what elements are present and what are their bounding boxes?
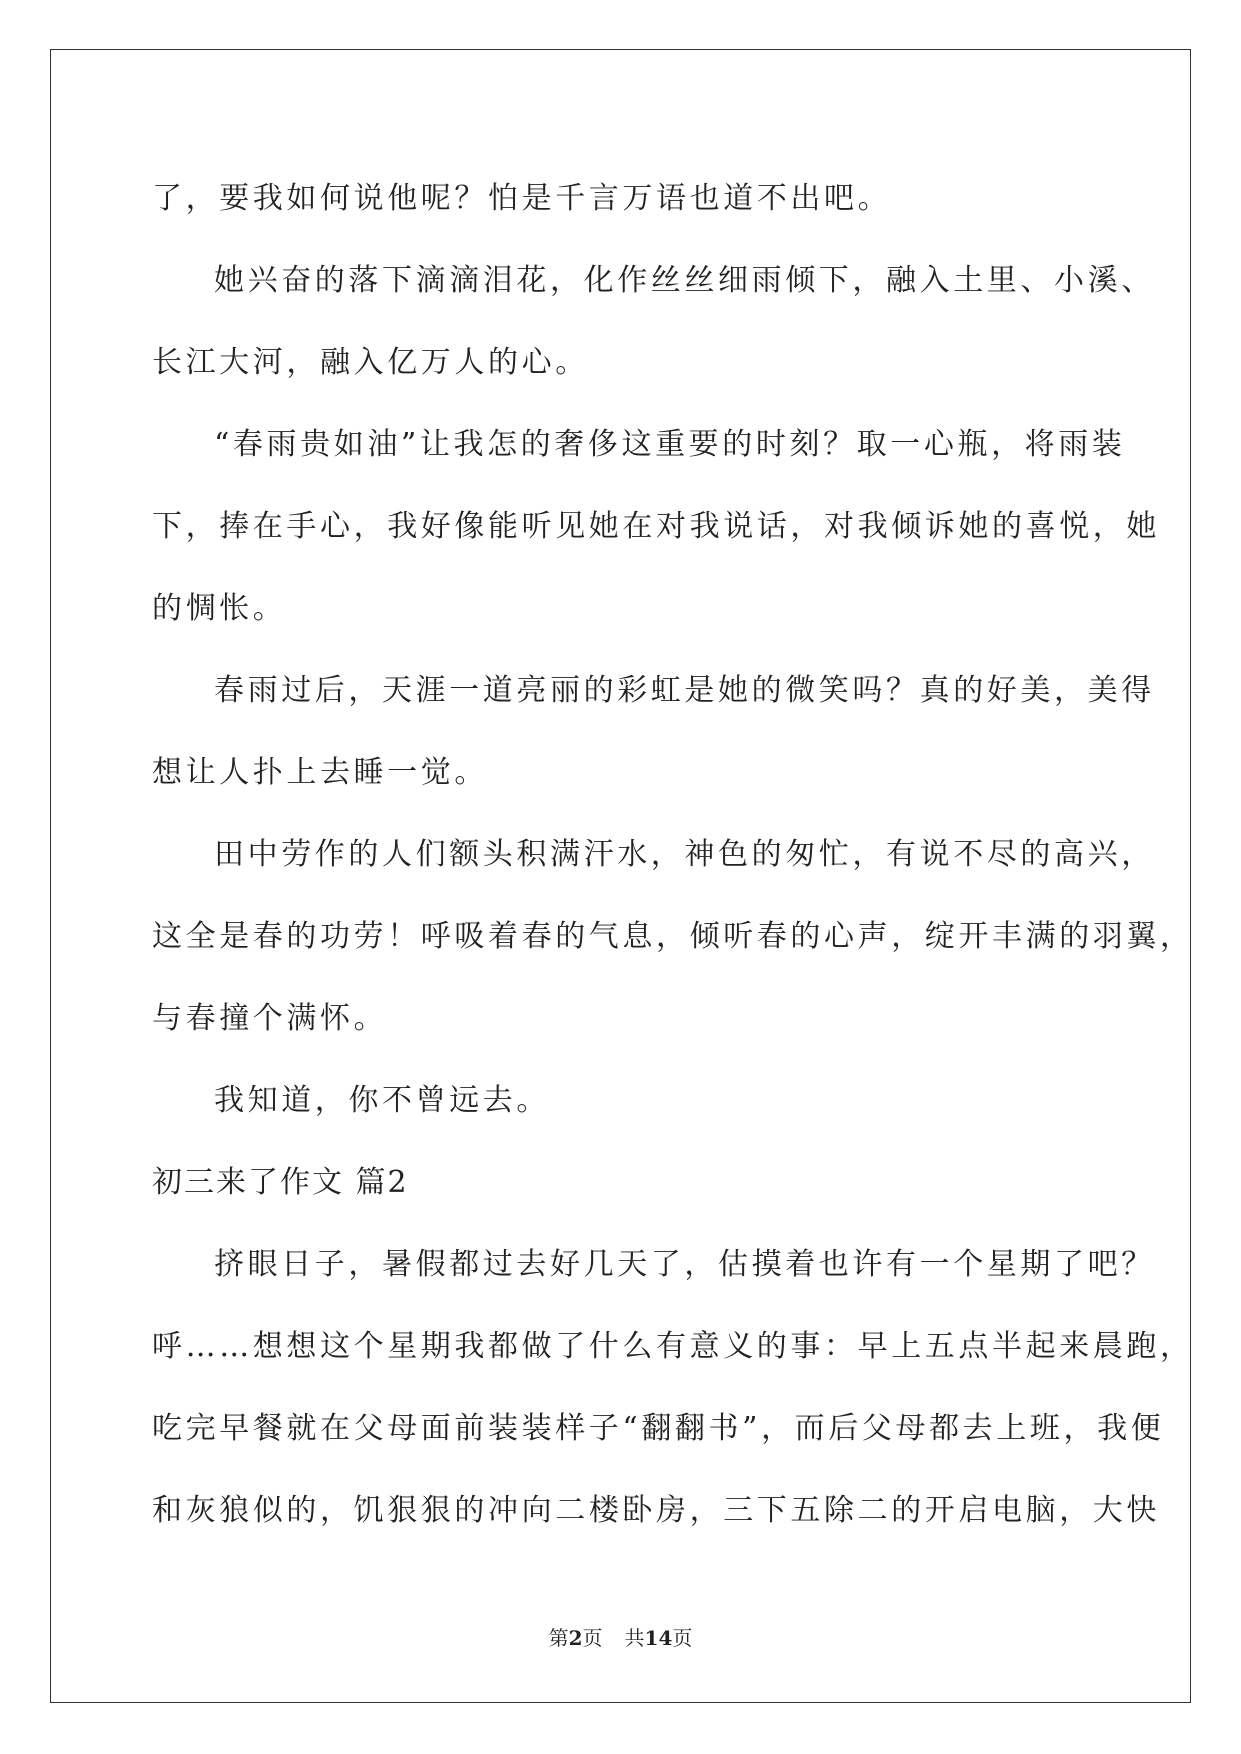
total-label-suffix: 页 — [672, 1626, 693, 1650]
page-footer — [0, 1622, 1241, 1651]
paragraph-line: 和灰狼似的，饥狠狠的冲向二楼卧房，三下五除二的开启电脑，大快 — [152, 1493, 1160, 1528]
paragraph-line: “春雨贵如油”让我怎的奢侈这重要的时刻？取一心瓶，将雨装 — [214, 427, 1126, 462]
paragraph-line: 长江大河，融入亿万人的心。 — [152, 345, 589, 380]
paragraph-line: 的惆怅。 — [152, 591, 287, 626]
paragraph-line: 呼……想想这个星期我都做了什么有意义的事：早上五点半起来晨跑， — [152, 1329, 1194, 1364]
paragraph-line: 春雨过后，天涯一道亮丽的彩虹是她的微笑吗？真的好美，美得 — [214, 673, 1155, 708]
total-label-prefix: 共 — [624, 1626, 645, 1650]
paragraph-line: 与春撞个满怀。 — [152, 1001, 388, 1036]
paragraph-line: 吃完早餐就在父母面前装装样子“翻翻书”，而后父母都去上班，我便 — [152, 1411, 1165, 1446]
document-body — [152, 158, 1194, 1552]
page-label-suffix: 页 — [582, 1626, 603, 1650]
section-heading: 初三来了作文 篇2 — [152, 1165, 409, 1200]
paragraph-line: 这全是春的功劳！呼吸着春的气息，倾听春的心声，绽开丰满的羽翼， — [152, 919, 1194, 954]
paragraph-line: 我知道，你不曾远去。 — [214, 1083, 550, 1118]
paragraph-line: 田中劳作的人们额头积满汗水，神色的匆忙，有说不尽的高兴， — [214, 837, 1155, 872]
paragraph-line: 挤眼日子，暑假都过去好几天了，估摸着也许有一个星期了吧？ — [214, 1247, 1155, 1282]
paragraph-line: 下，捧在手心，我好像能听见她在对我说话，对我倾诉她的喜悦，她 — [152, 509, 1160, 544]
page-label-prefix: 第 — [548, 1626, 569, 1650]
paragraph-line: 了，要我如何说他呢？怕是千言万语也道不出吧。 — [152, 181, 892, 216]
paragraph-line: 她兴奋的落下滴滴泪花，化作丝丝细雨倾下，融入土里、小溪、 — [214, 263, 1155, 298]
total-page-count: 14 — [644, 1626, 673, 1650]
paragraph-line: 想让人扑上去睡一觉。 — [152, 755, 488, 790]
current-page-number: 2 — [568, 1626, 583, 1650]
